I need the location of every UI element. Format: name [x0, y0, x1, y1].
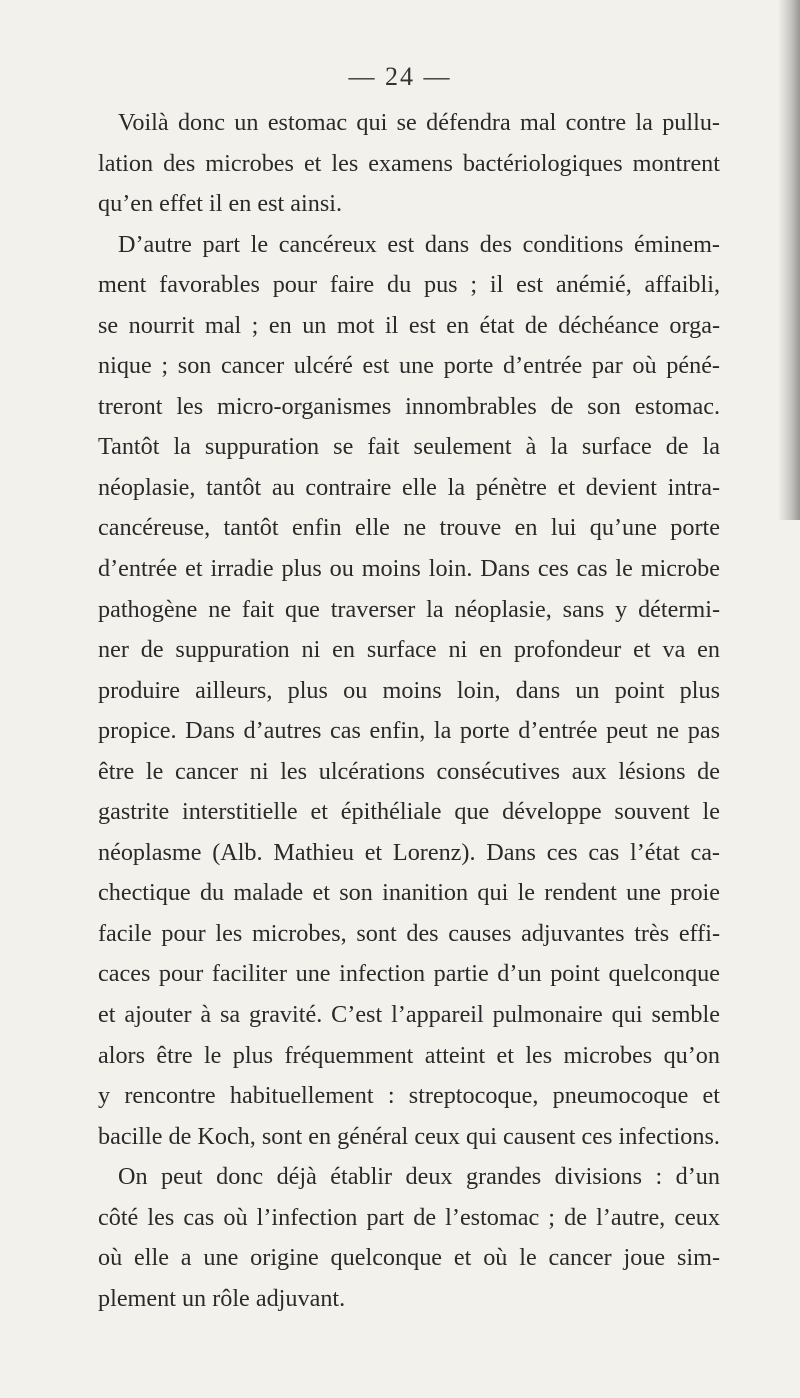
- text-line: caces pour faciliter une infection partie d’un point quelconque: [98, 960, 720, 988]
- text-line: être le cancer ni les ulcérations consécutives aux lésions de: [98, 757, 720, 785]
- text-line: lation des microbes et les examens bactériologiques montrent: [98, 149, 720, 177]
- text-line: facile pour les microbes, sont des causes adjuvantes très effi-: [98, 919, 720, 947]
- text-line: nique ; son cancer ulcéré est une porte d’entrée par où péné-: [98, 352, 720, 380]
- text-line: Voilà donc un estomac qui se défendra mal contre la pullu-: [118, 109, 720, 136]
- text-line: y rencontre habituellement : streptocoque, pneumocoque et: [98, 1082, 720, 1110]
- text-line: chectique du malade et son inanition qui le rendent une proie: [98, 879, 720, 907]
- text-line: treront les micro-organismes innombrables de son estomac.: [98, 392, 720, 420]
- text-line: où elle a une origine quelconque et où le cancer joue sim-: [98, 1244, 720, 1272]
- text-line: néoplasie, tantôt au contraire elle la pénètre et devient intra-: [98, 473, 720, 501]
- paragraph-3: [98, 1157, 720, 1319]
- text-line: bacille de Koch, sont en général ceux qui causent ces infections.: [98, 1122, 720, 1150]
- text-line: cancéreuse, tantôt enfin elle ne trouve en lui qu’une porte: [98, 514, 720, 542]
- text-line: et ajouter à sa gravité. C’est l’appareil pulmonaire qui semble: [98, 1001, 720, 1029]
- text-line: d’entrée et irradie plus ou moins loin. Dans ces cas le microbe: [98, 555, 720, 583]
- text-line: se nourrit mal ; en un mot il est en état de déchéance orga-: [98, 311, 720, 339]
- text-line: côté les cas où l’infection part de l’estomac ; de l’autre, ceux: [98, 1203, 720, 1231]
- paragraph-1: [98, 103, 720, 225]
- paragraph-2: [98, 225, 720, 1158]
- text-line: ner de suppuration ni en surface ni en profondeur et va en: [98, 636, 720, 664]
- text-line: plement un rôle adjuvant.: [98, 1284, 346, 1312]
- text-line: produire ailleurs, plus ou moins loin, dans un point plus: [98, 676, 720, 704]
- text-line: propice. Dans d’autres cas enfin, la porte d’entrée peut ne pas: [98, 717, 720, 745]
- page-number: — 24 —: [348, 62, 452, 91]
- text-line: alors être le plus fréquemment atteint et les microbes qu’on: [98, 1041, 720, 1069]
- body-text: [98, 103, 720, 1319]
- text-line: gastrite interstitielle et épithéliale que développe souvent le: [98, 798, 720, 826]
- text-line: qu’en effet il en est ainsi.: [98, 190, 343, 218]
- text-line: D’autre part le cancéreux est dans des conditions éminem-: [118, 230, 720, 258]
- text-line: ment favorables pour faire du pus ; il est anémié, affaibli,: [98, 271, 720, 299]
- text-line: néoplasme (Alb. Mathieu et Lorenz). Dans ces cas l’état ca-: [98, 838, 720, 866]
- text-line: pathogène ne fait que traverser la néoplasie, sans y détermi-: [98, 595, 720, 623]
- text-line: Tantôt la suppuration se fait seulement à la surface de la: [98, 433, 720, 461]
- text-line: On peut donc déjà établir deux grandes divisions : d’un: [118, 1163, 720, 1191]
